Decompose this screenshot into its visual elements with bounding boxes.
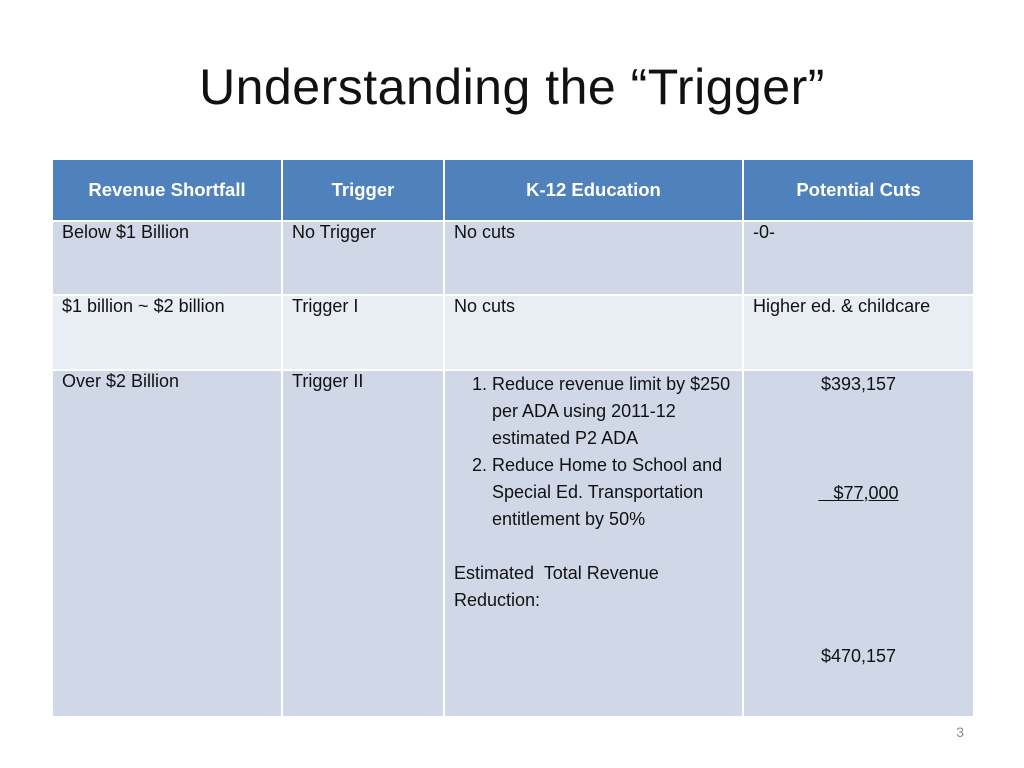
page-number: 3 bbox=[956, 724, 964, 740]
table-row bbox=[52, 370, 974, 717]
total-cut-amount: $470,157 bbox=[820, 646, 897, 666]
total-reduction-label: Estimated Total Revenue Reduction: bbox=[454, 563, 664, 610]
header-potential-cuts: Potential Cuts bbox=[743, 159, 974, 221]
cell-trigger: Trigger I bbox=[282, 295, 444, 370]
header-k12-education: K-12 Education bbox=[444, 159, 743, 221]
cell-trigger: Trigger II bbox=[282, 370, 444, 717]
list-item: 2. Reduce Home to School and Special Ed. Transportation entitlement by 50% bbox=[492, 452, 733, 533]
cell-shortfall: $1 billion ~ $2 billion bbox=[52, 295, 282, 370]
table-row bbox=[52, 221, 974, 295]
cut-amount: $393,157 bbox=[820, 374, 897, 394]
cell-shortfall: Over $2 Billion bbox=[52, 370, 282, 717]
table-row bbox=[52, 295, 974, 370]
list-item: 1. Reduce revenue limit by $250 per ADA using 2011-12 estimated P2 ADA bbox=[492, 371, 733, 452]
slide-title: Understanding the “Trigger” bbox=[199, 59, 825, 115]
header-revenue-shortfall: Revenue Shortfall bbox=[52, 159, 282, 221]
header-trigger: Trigger bbox=[282, 159, 444, 221]
cell-shortfall: Below $1 Billion bbox=[52, 221, 282, 295]
cell-cuts: -0- bbox=[743, 221, 974, 295]
education-cut-list bbox=[454, 371, 733, 533]
table-header-row bbox=[52, 159, 974, 221]
cell-cuts bbox=[743, 370, 974, 717]
cell-education: No cuts bbox=[444, 295, 743, 370]
cell-education bbox=[444, 370, 743, 717]
trigger-table bbox=[51, 158, 975, 718]
cut-amount: $77,000 bbox=[818, 483, 899, 503]
cell-education: No cuts bbox=[444, 221, 743, 295]
cell-trigger: No Trigger bbox=[282, 221, 444, 295]
cell-cuts: Higher ed. & childcare bbox=[743, 295, 974, 370]
